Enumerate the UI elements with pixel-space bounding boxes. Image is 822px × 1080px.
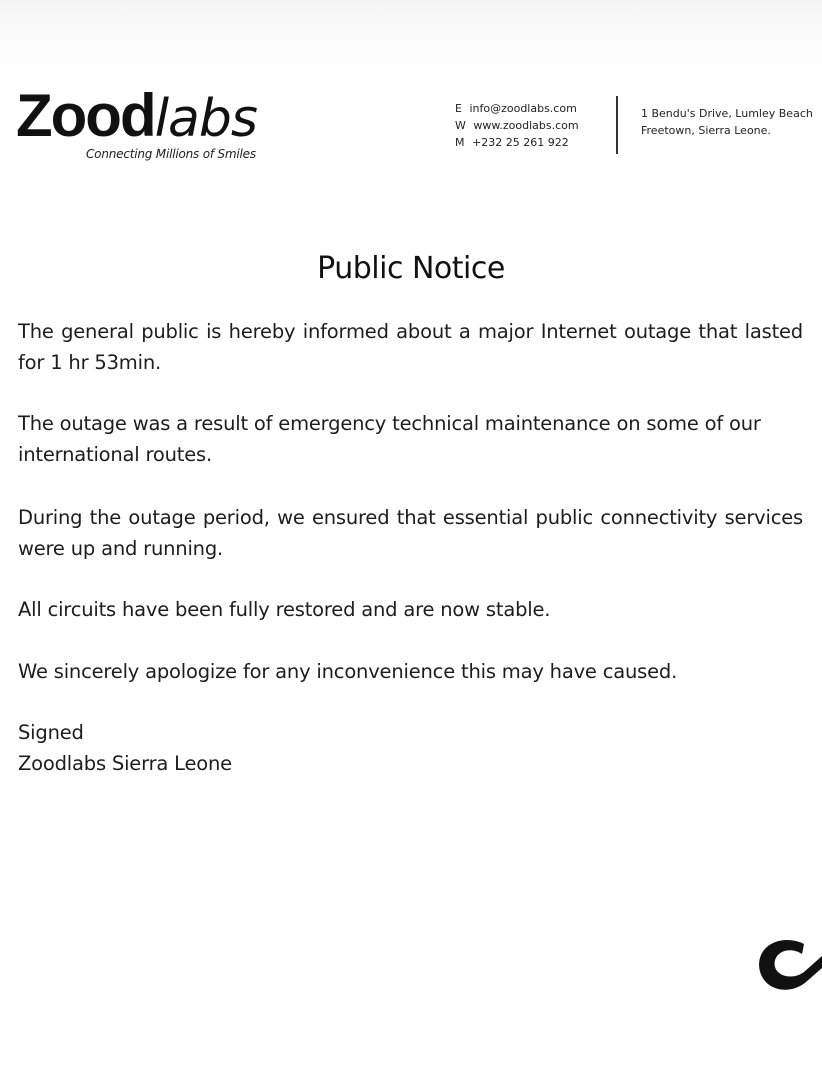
phone-value: +232 25 261 922 [472,136,569,149]
address-line-2: Freetown, Sierra Leone. [641,124,771,137]
logo-wordmark-light: labs [154,89,258,149]
company-tagline: Connecting Millions of Smiles [86,147,256,161]
company-logo [16,82,281,149]
logo-mark-icon [752,936,822,1000]
notice-paragraph: All circuits have been fully restored and are now stable. [18,598,551,621]
contact-block [455,100,579,151]
notice-title: Public Notice [317,251,505,286]
logo-wordmark [16,82,281,149]
letterhead-divider [616,96,618,154]
contact-web-row [455,117,579,134]
logo-wordmark-bold: Zood [16,82,155,149]
notice-paragraph: The general public is hereby informed about a major Internet outage that lasted for 1 hr 53min. [18,320,803,374]
web-value: www.zoodlabs.com [473,119,579,132]
signatory-name: Zoodlabs Sierra Leone [18,752,232,775]
notice-paragraph: The outage was a result of emergency technical maintenance on some of our international routes. [18,412,761,466]
phone-key: M [455,136,465,149]
contact-phone-row [455,134,579,151]
contact-email-row [455,100,579,117]
email-key: E [455,102,462,115]
signed-label: Signed [18,721,84,744]
address-block [641,105,813,139]
email-value: info@zoodlabs.com [469,102,577,115]
web-key: W [455,119,466,132]
notice-paragraph: We sincerely apologize for any inconvenience this may have caused. [18,660,678,683]
notice-paragraph: During the outage period, we ensured that essential public connectivity services were up and running. [18,506,803,560]
address-line-1: 1 Bendu's Drive, Lumley Beach [641,107,813,120]
